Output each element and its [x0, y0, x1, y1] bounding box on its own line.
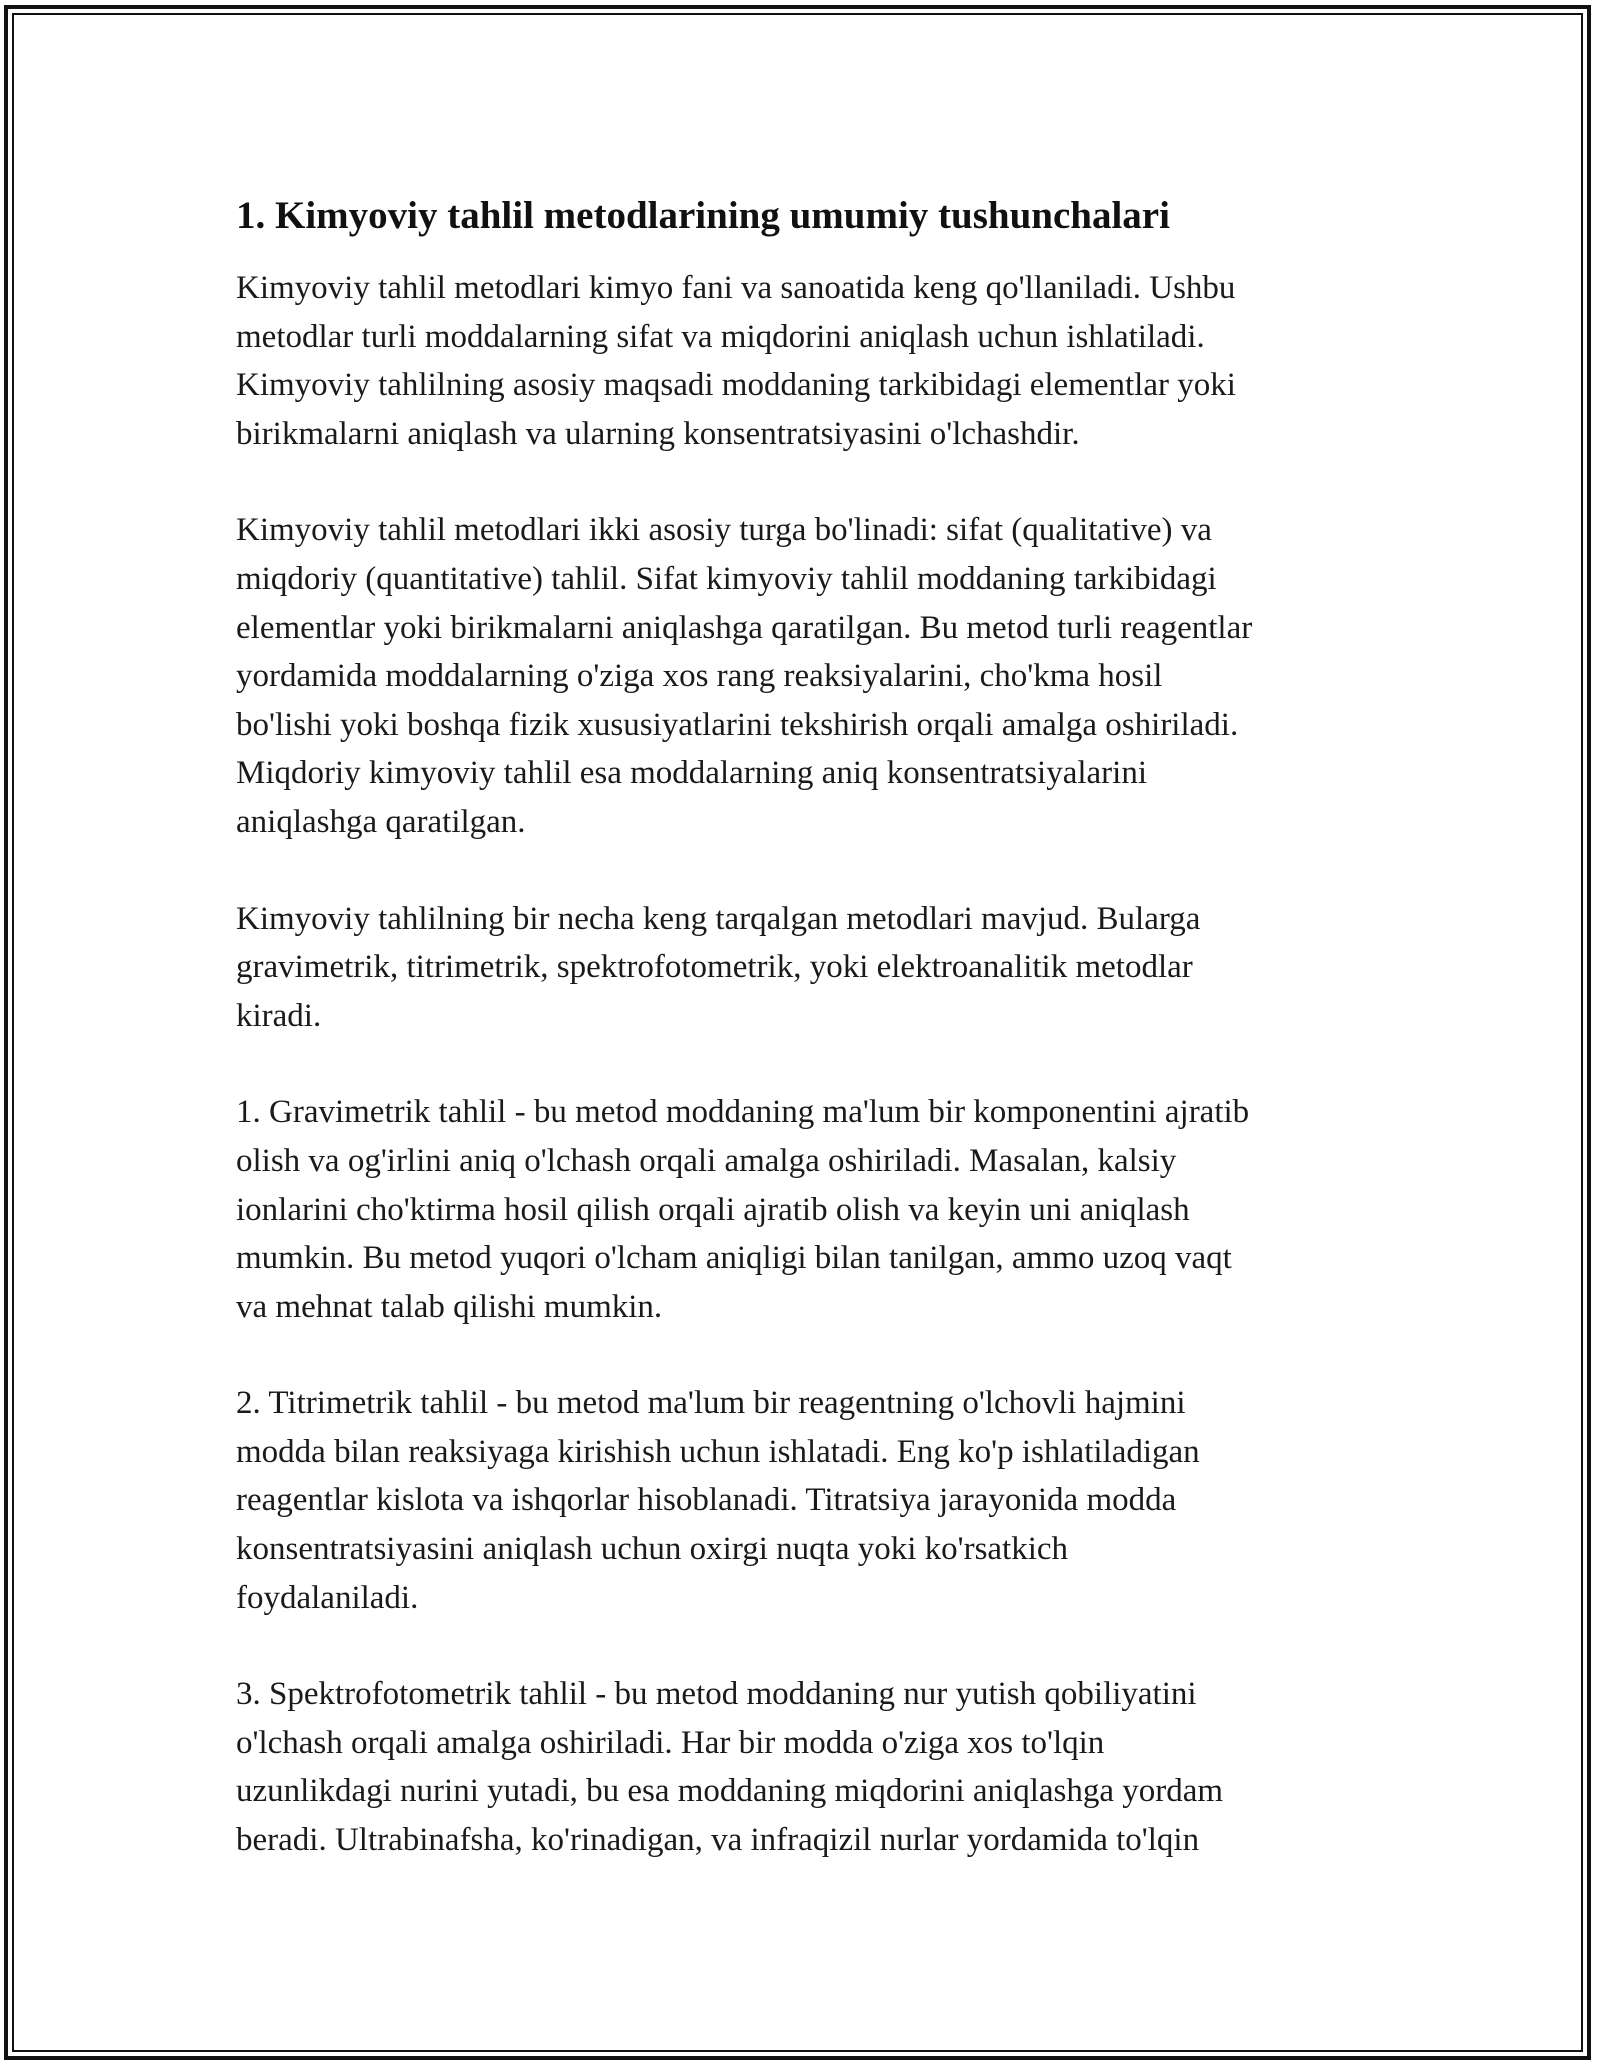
text-line: va mehnat talab qilishi mumkin.	[236, 1288, 663, 1325]
text-line: o'lchash orqali amalga oshiriladi. Har bir modda o'ziga xos to'lqin	[236, 1724, 1105, 1761]
text-line: Kimyoviy tahlil metodlari ikki asosiy turga bo'linadi: sifat (qualitative) va	[236, 512, 1212, 549]
paragraph-introduction	[236, 264, 1396, 458]
section-title: 1. Kimyoviy tahlil metodlarining umumiy tushunchalari	[236, 194, 1170, 237]
text-line: Kimyoviy tahlilning asosiy maqsadi moddaning tarkibidagi elementlar yoki	[236, 367, 1236, 404]
text-line: kiradi.	[236, 997, 322, 1034]
text-line: foydalaniladi.	[236, 1579, 419, 1616]
text-line: 1. Gravimetrik tahlil - bu metod moddaning ma'lum bir komponentini ajratib	[236, 1094, 1250, 1131]
text-line: elementlar yoki birikmalarni aniqlashga qaratilgan. Bu metod turli reagentlar	[236, 609, 1253, 646]
text-line: olish va og'irlini aniq o'lchash orqali amalga oshiriladi. Masalan, kalsiy	[236, 1142, 1177, 1179]
document-body	[236, 190, 1396, 1913]
text-line: reagentlar kislota va ishqorlar hisoblanadi. Titratsiya jarayonida modda	[236, 1482, 1177, 1519]
text-line: metodlar turli moddalarning sifat va miqdorini aniqlash uchun ishlatiladi.	[236, 318, 1205, 355]
text-line: miqdoriy (quantitative) tahlil. Sifat kimyoviy tahlil moddaning tarkibidagi	[236, 560, 1217, 597]
paragraph-methods	[236, 895, 1396, 1041]
text-line: beradi. Ultrabinafsha, ko'rinadigan, va infraqizil nurlar yordamida to'lqin	[236, 1822, 1200, 1859]
paragraph-gravimetric	[236, 1088, 1396, 1331]
text-line: yordamida moddalarning o'ziga xos rang reaksiyalarini, cho'kma hosil	[236, 658, 1163, 695]
text-line: 3. Spektrofotometrik tahlil - bu metod moddaning nur yutish qobiliyatini	[236, 1676, 1197, 1713]
text-line: bo'lishi yoki boshqa fizik xususiyatlarini tekshirish orqali amalga oshiriladi.	[236, 706, 1239, 743]
text-line: aniqlashga qaratilgan.	[236, 803, 526, 840]
text-line: birikmalarni aniqlash va ularning konsentratsiyasini o'lchashdir.	[236, 415, 1080, 452]
text-line: Kimyoviy tahlilning bir necha keng tarqalgan metodlari mavjud. Bularga	[236, 900, 1201, 937]
text-line: ionlarini cho'ktirma hosil qilish orqali ajratib olish va keyin uni aniqlash	[236, 1191, 1190, 1228]
paragraph-spectrophotometric	[236, 1670, 1396, 1864]
paragraph-types	[236, 506, 1396, 846]
text-line: gravimetrik, titrimetrik, spektrofotometrik, yoki elektroanalitik metodlar	[236, 949, 1193, 986]
text-line: 2. Titrimetrik tahlil - bu metod ma'lum bir reagentning o'lchovli hajmini	[236, 1385, 1186, 1422]
text-line: konsentratsiyasini aniqlash uchun oxirgi nuqta yoki ko'rsatkich	[236, 1531, 1069, 1568]
paragraph-titrimetric	[236, 1379, 1396, 1622]
text-line: Miqdoriy kimyoviy tahlil esa moddalarning aniq konsentratsiyalarini	[236, 755, 1147, 792]
text-line: modda bilan reaksiyaga kirishish uchun ishlatadi. Eng ko'p ishlatiladigan	[236, 1433, 1200, 1470]
text-line: Kimyoviy tahlil metodlari kimyo fani va sanoatida keng qo'llaniladi. Ushbu	[236, 270, 1236, 306]
text-line: uzunlikdagi nurini yutadi, bu esa moddaning miqdorini aniqlashga yordam	[236, 1773, 1224, 1810]
text-line: mumkin. Bu metod yuqori o'lcham aniqligi bilan tanilgan, ammo uzoq vaqt	[236, 1240, 1232, 1277]
